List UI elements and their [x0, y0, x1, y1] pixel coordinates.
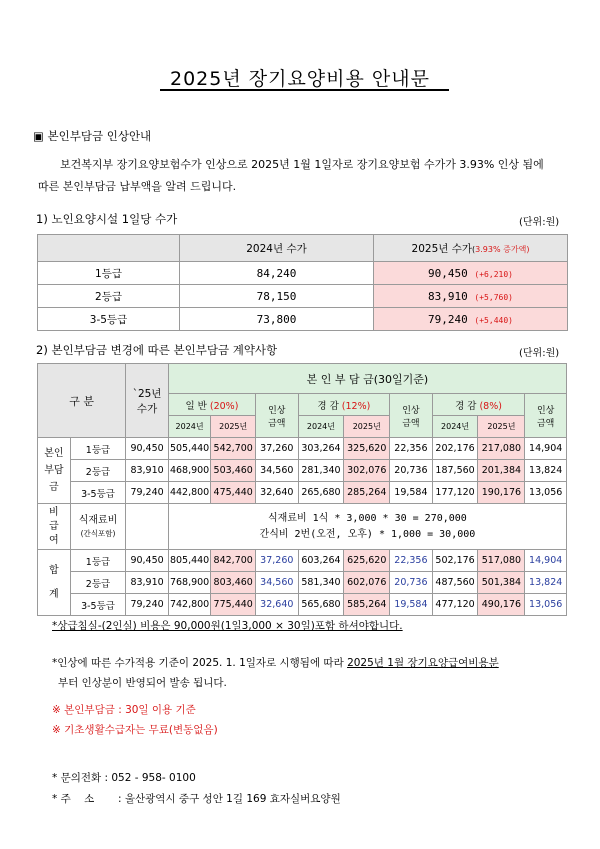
page-title: 2025년 장기요양비용 안내문 [170, 68, 430, 90]
table2-heading: 2) 본인부담금 변경에 따른 본인부담금 계약사항 [36, 343, 278, 357]
header-general: 일 반 (20%) [168, 394, 255, 416]
noncovered-label: 식재료비 (간식포함) [70, 504, 126, 550]
grade-cell: 2등급 [70, 460, 126, 482]
header-fee: `25년 수가 [126, 364, 169, 438]
table-row: 3-5등급 79,240 742,800 775,440 32,640 565,680 585,264 19,584 477,120 490,176 13,056 [38, 594, 567, 616]
group-burden-label: 본인 부담 금 [38, 438, 71, 504]
table-row [38, 262, 568, 285]
intro-line-1: 보건복지부 장기요양보험수가 인상으로 2025년 1월 1일자로 장기요양보험 수가가 3.93% 인상 됨에 [60, 158, 544, 171]
header-2024: 2024년 [298, 416, 344, 438]
fee-cell: 90,450 [126, 438, 169, 460]
table1-unit: (단위:원) [519, 217, 560, 228]
fee-cell: 83,910 [126, 572, 169, 594]
noncovered-row [38, 504, 567, 550]
fee-cell: 83,910 [126, 460, 169, 482]
grade-cell: 2등급 [70, 572, 126, 594]
fee-2025-cell: 83,910 (+5,760) [374, 285, 568, 308]
section-heading: ▣ 본인부담금 인상안내 [33, 129, 152, 143]
table1-heading: 1) 노인요양시설 1일당 수가 [36, 212, 178, 226]
table-row: 3-5등급 79,240 442,800 475,440 32,640 265,680 285,264 19,584 177,120 190,176 13,056 [38, 482, 567, 504]
fee-2025-cell: 90,450 (+6,210) [374, 262, 568, 285]
header-general-increase: 인상 금액 [256, 394, 299, 438]
table2-unit: (단위:원) [519, 348, 560, 359]
noncovered-detail: 식재료비 1식 * 3,000 * 30 = 270,000 간식비 2번(오전, 오후) * 1,000 = 30,000 [168, 504, 566, 550]
header-2024: 2024년 수가 [180, 235, 374, 262]
table-row [38, 285, 568, 308]
grade-cell: 2등급 [38, 285, 180, 308]
header-blank [38, 235, 180, 262]
fee-cell: 90,450 [126, 550, 169, 572]
header-rate: 3.93% [475, 244, 501, 254]
header-2025: 2025년 수가(3.93% 증가액) [374, 235, 568, 262]
header-reduced12-increase: 인상 금액 [390, 394, 433, 438]
red-note-1: ※ 본인부담금 : 30일 이용 기준 [52, 704, 196, 716]
header-reduced-8: 경 감 (8%) [432, 394, 525, 416]
group-noncovered-label: 비 급 여 [38, 504, 71, 550]
apply-note-line-1: *인상에 따른 수가적용 기준이 2025. 1. 1일자로 시행됨에 따라 2025년 1월 장기요양급여비용분 [52, 657, 499, 669]
grade-cell: 3-5등급 [38, 308, 180, 331]
fee-2024-cell: 84,240 [180, 262, 374, 285]
apply-note-line-2: 부터 인상분이 반영되어 발송 됩니다. [58, 677, 227, 689]
table-row: 2등급 83,910 468,900 503,460 34,560 281,340 302,076 20,736 187,560 201,384 13,824 [38, 460, 567, 482]
grade-cell: 3-5등급 [70, 594, 126, 616]
table-row: 본인 부담 금 1등급 90,450 505,440 542,700 37,260 303,264 325,620 22,356 202,176 217,080 14,904 [38, 438, 567, 460]
header-2024: 2024년 [168, 416, 211, 438]
upper-room-note: *상급침실-(2인실) 비용은 90,000원(1일3,000 × 30일)포함 하셔야합니다. [52, 620, 403, 632]
title-underline [160, 89, 449, 91]
grade-cell: 1등급 [70, 438, 126, 460]
grade-cell: 1등급 [70, 550, 126, 572]
header-2025: 2025년 [478, 416, 525, 438]
header-2025-label: 2025년 수가 [411, 242, 473, 255]
table-row: 합 계 1등급 90,450 805,440 842,700 37,260 603,264 625,620 22,356 502,176 517,080 14,904 [38, 550, 567, 572]
fee-cell: 79,240 [126, 482, 169, 504]
intro-line-2: 따른 본인부담금 납부액을 알려 드립니다. [38, 180, 237, 193]
fee-cell: 79,240 [126, 594, 169, 616]
contact-address: : 울산광역시 중구 성안 1길 169 효자실버요양원 [118, 793, 341, 805]
increase-amount: (+5,440) [474, 315, 513, 325]
contact-phone: * 문의전화 : 052 - 958- 0100 [52, 772, 196, 784]
header-burden: 본 인 부 담 금(30일기준) [168, 364, 566, 394]
table-row: 2등급 83,910 768,900 803,460 34,560 581,340 602,076 20,736 487,560 501,384 13,824 [38, 572, 567, 594]
grade-cell: 3-5등급 [70, 482, 126, 504]
header-category: 구 분 [38, 364, 126, 438]
increase-amount: (+5,760) [474, 292, 513, 302]
header-2024: 2024년 [432, 416, 478, 438]
increase-amount: (+6,210) [474, 269, 513, 279]
header-2025: 2025년 [211, 416, 256, 438]
fee-2025-cell: 79,240 (+5,440) [374, 308, 568, 331]
table-header-row [38, 235, 568, 262]
table-row [38, 308, 568, 331]
grade-cell: 1등급 [38, 262, 180, 285]
fee-2024-cell: 73,800 [180, 308, 374, 331]
group-total-label: 합 계 [38, 550, 71, 616]
noncovered-fee-blank [126, 504, 169, 550]
copay-table [37, 363, 567, 616]
contact-address-label: * 주 소 [52, 793, 95, 805]
header-reduced8-increase: 인상 금액 [525, 394, 567, 438]
fee-2024-cell: 78,150 [180, 285, 374, 308]
header-reduced-12: 경 감 (12%) [298, 394, 390, 416]
header-2025: 2025년 [344, 416, 390, 438]
red-note-2: ※ 기초생활수급자는 무료(변동없음) [52, 724, 218, 736]
daily-fee-table [37, 234, 568, 331]
